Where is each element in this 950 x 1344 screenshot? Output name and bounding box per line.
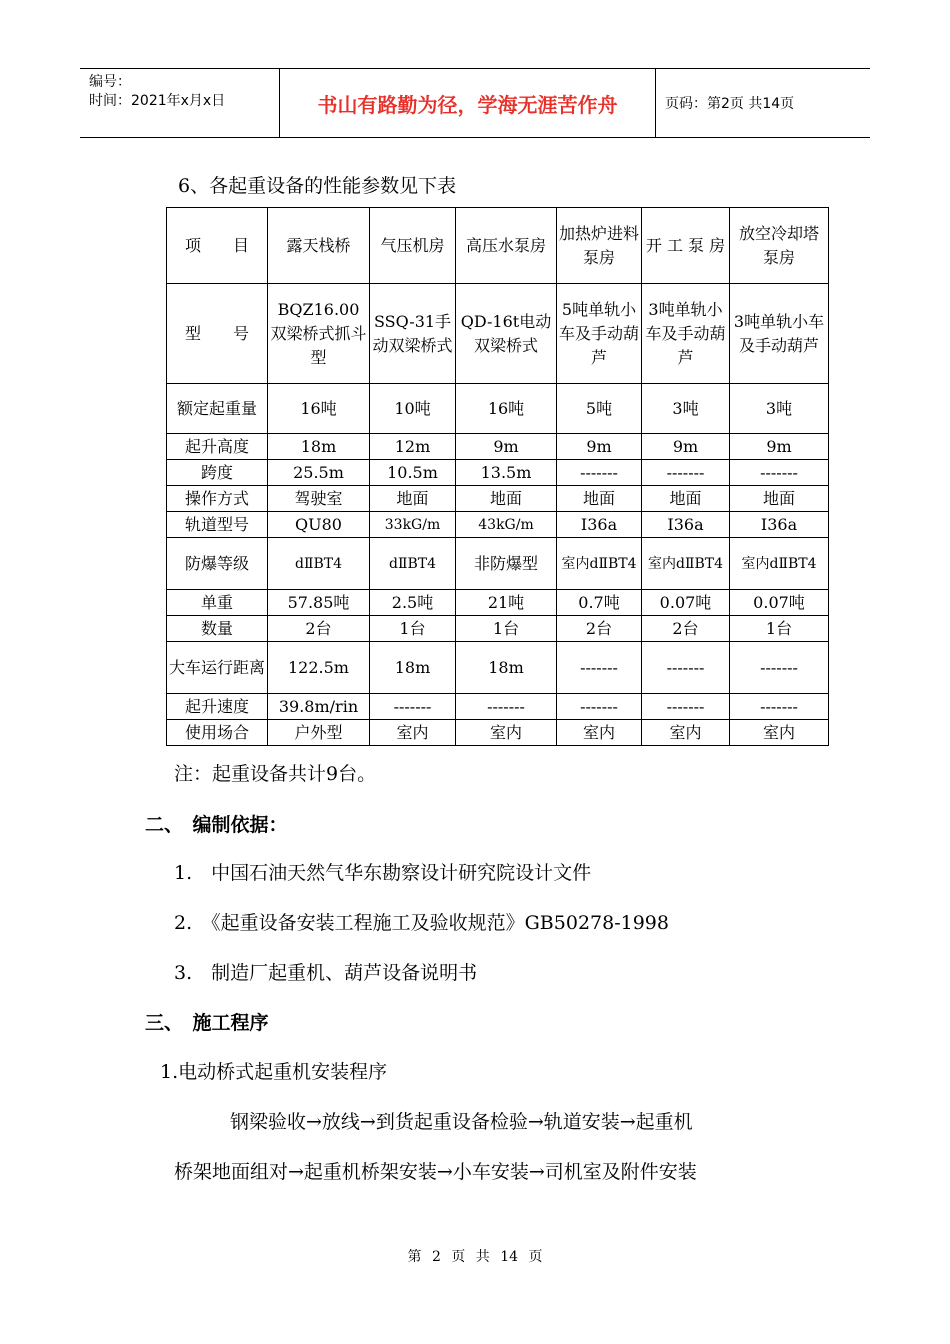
row-label: 操作方式 <box>167 486 268 512</box>
header-motto: 书山有路勤为径，学海无涯苦作舟 <box>280 69 656 137</box>
table-note: 注：起重设备共计9台。 <box>174 763 377 785</box>
row-label: 使用场合 <box>167 720 268 746</box>
table-cell: 1台 <box>730 616 829 642</box>
header-cell: 开 工 泵 房 <box>642 208 730 284</box>
procedure-subtitle: 1.电动桥式起重机安装程序 <box>160 1061 388 1083</box>
header-meta <box>80 69 280 137</box>
table-row <box>167 538 829 590</box>
table-cell: 16吨 <box>456 384 557 434</box>
table-cell: ------- <box>642 694 730 720</box>
table-cell: QU80 <box>268 512 370 538</box>
page-footer: 第 2 页 共 14 页 <box>407 1249 543 1265</box>
row-label: 起升速度 <box>167 694 268 720</box>
table-cell: 地面 <box>370 486 456 512</box>
table-row <box>167 460 829 486</box>
table-cell: 室内 <box>370 720 456 746</box>
table-cell: 9m <box>557 434 642 460</box>
table-cell: 室内 <box>456 720 557 746</box>
table-cell: 室内dⅡBT4 <box>557 538 642 590</box>
table-cell: ------- <box>456 694 557 720</box>
table-cell: 室内 <box>642 720 730 746</box>
section-2-title: 二、 编制依据： <box>145 814 288 836</box>
table-cell: I36a <box>557 512 642 538</box>
table-cell: 39.8m/rin <box>268 694 370 720</box>
document-date: 时间：2021年x月x日 <box>89 93 226 109</box>
page-header <box>80 68 870 138</box>
header-cell: 气压机房 <box>370 208 456 284</box>
table-cell: 2.5吨 <box>370 590 456 616</box>
table-cell: 12m <box>370 434 456 460</box>
table-cell: 非防爆型 <box>456 538 557 590</box>
basis-item: 1. 中国石油天然气华东勘察设计研究院设计文件 <box>174 862 592 884</box>
table-row <box>167 486 829 512</box>
table-cell: 2台 <box>268 616 370 642</box>
table-cell: 地面 <box>557 486 642 512</box>
table-cell: 室内 <box>730 720 829 746</box>
table-row <box>167 434 829 460</box>
table-cell: 地面 <box>642 486 730 512</box>
row-label: 轨道型号 <box>167 512 268 538</box>
table-cell: ------- <box>642 642 730 694</box>
table-cell: ------- <box>730 642 829 694</box>
header-cell: 放空冷却塔泵房 <box>730 208 829 284</box>
table-row <box>167 720 829 746</box>
table-cell: ------- <box>557 642 642 694</box>
table-cell: 0.07吨 <box>730 590 829 616</box>
header-page-info: 页码：第2页 共14页 <box>665 96 795 112</box>
table-cell: BQZ16.00双梁桥式抓斗型 <box>268 284 370 384</box>
table-cell: ------- <box>557 694 642 720</box>
table-cell: 25.5m <box>268 460 370 486</box>
table-cell: ------- <box>730 460 829 486</box>
table-cell: 33kG/m <box>370 512 456 538</box>
header-cell: 加热炉进料泵房 <box>557 208 642 284</box>
table-cell: 16吨 <box>268 384 370 434</box>
table-cell: I36a <box>730 512 829 538</box>
table-cell: 3吨单轨小车及手动葫芦 <box>642 284 730 384</box>
table-cell: 18m <box>456 642 557 694</box>
table-cell: 3吨 <box>642 384 730 434</box>
header-cell: 高压水泵房 <box>456 208 557 284</box>
table-cell: 5吨单轨小车及手动葫芦 <box>557 284 642 384</box>
table-cell: 地面 <box>730 486 829 512</box>
table-cell: QD-16t电动双梁桥式 <box>456 284 557 384</box>
table-row <box>167 642 829 694</box>
table-cell: 户外型 <box>268 720 370 746</box>
header-cell: 项 目 <box>167 208 268 284</box>
header-cell: 露天栈桥 <box>268 208 370 284</box>
table-cell: 9m <box>456 434 557 460</box>
crane-spec-table <box>166 207 829 746</box>
table-cell: 21吨 <box>456 590 557 616</box>
table-row <box>167 512 829 538</box>
row-label: 单重 <box>167 590 268 616</box>
table-cell: ------- <box>730 694 829 720</box>
table-cell: I36a <box>642 512 730 538</box>
table-row <box>167 616 829 642</box>
table-cell: ------- <box>642 460 730 486</box>
table-cell: 43kG/m <box>456 512 557 538</box>
row-label: 型 号 <box>167 284 268 384</box>
row-label: 起升高度 <box>167 434 268 460</box>
table-cell: 2台 <box>557 616 642 642</box>
table-cell: dⅡBT4 <box>268 538 370 590</box>
table-row <box>167 384 829 434</box>
table-cell: 地面 <box>456 486 557 512</box>
row-label: 大车运行距离 <box>167 642 268 694</box>
table-row <box>167 590 829 616</box>
table-cell: 驾驶室 <box>268 486 370 512</box>
table-cell: 18m <box>370 642 456 694</box>
table-cell: 10.5m <box>370 460 456 486</box>
table-cell: 1台 <box>456 616 557 642</box>
table-cell: 2台 <box>642 616 730 642</box>
table-cell: ------- <box>557 460 642 486</box>
procedure-flow-line: 钢梁验收→放线→到货起重设备检验→轨道安装→起重机 <box>230 1111 693 1133</box>
table-header-row <box>167 208 829 284</box>
table-cell: 室内 <box>557 720 642 746</box>
table-row <box>167 284 829 384</box>
table-cell: 室内dⅡBT4 <box>642 538 730 590</box>
table-cell: 3吨单轨小车及手动葫芦 <box>730 284 829 384</box>
table-cell: 18m <box>268 434 370 460</box>
basis-item: 2. 《起重设备安装工程施工及验收规范》GB50278-1998 <box>174 912 669 934</box>
row-label: 数量 <box>167 616 268 642</box>
table-cell: 9m <box>730 434 829 460</box>
row-label: 额定起重量 <box>167 384 268 434</box>
table-cell: dⅡBT4 <box>370 538 456 590</box>
table-cell: 13.5m <box>456 460 557 486</box>
basis-item: 3. 制造厂起重机、葫芦设备说明书 <box>174 962 478 984</box>
row-label: 防爆等级 <box>167 538 268 590</box>
table-cell: 5吨 <box>557 384 642 434</box>
table-cell: 10吨 <box>370 384 456 434</box>
procedure-flow-line: 桥架地面组对→起重机桥架安装→小车安装→司机室及附件安装 <box>174 1161 697 1183</box>
table-cell: 9m <box>642 434 730 460</box>
table-cell: 3吨 <box>730 384 829 434</box>
table-cell: 122.5m <box>268 642 370 694</box>
table-row <box>167 694 829 720</box>
table-cell: 室内dⅡBT4 <box>730 538 829 590</box>
document-number-label: 编号： <box>89 74 131 90</box>
table-cell: 0.7吨 <box>557 590 642 616</box>
section-3-title: 三、 施工程序 <box>145 1012 269 1034</box>
table-cell: 1台 <box>370 616 456 642</box>
table-cell: 0.07吨 <box>642 590 730 616</box>
table-cell: 57.85吨 <box>268 590 370 616</box>
table-title: 6、各起重设备的性能参数见下表 <box>178 175 457 197</box>
table-cell: SSQ-31手动双梁桥式 <box>370 284 456 384</box>
table-cell: ------- <box>370 694 456 720</box>
row-label: 跨度 <box>167 460 268 486</box>
